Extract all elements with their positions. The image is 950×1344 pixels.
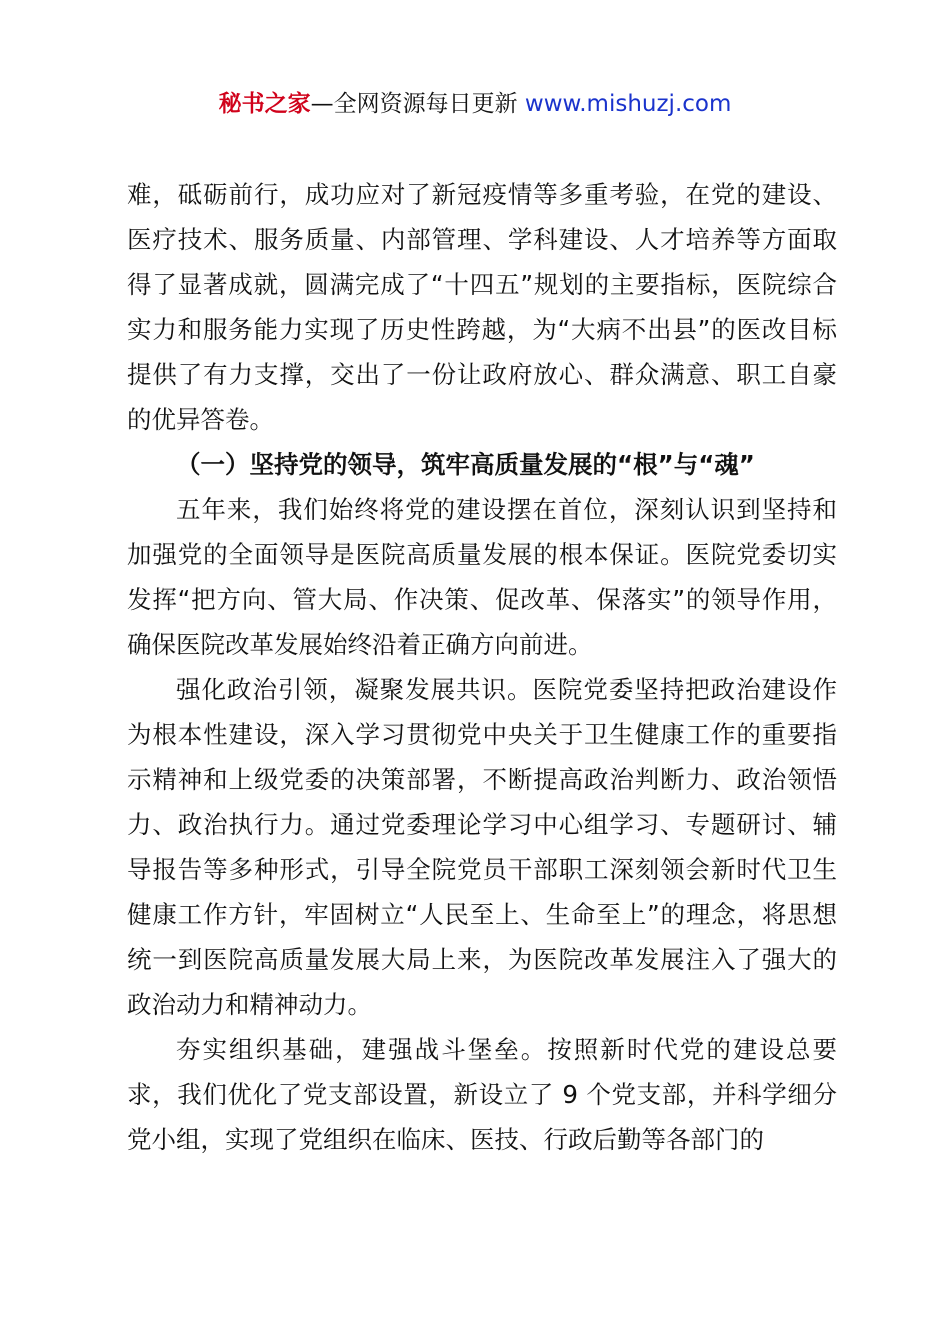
section-heading: （一）坚持党的领导，筑牢高质量发展的“根”与“魂” [176,450,755,479]
document-body [127,172,837,1162]
site-url[interactable]: www.mishuzj.com [524,91,732,117]
paragraph-2: 强化政治引领，凝聚发展共识。医院党委坚持把政治建设作为根本性建设，深入学习贯彻党中央关于卫生健康工作的重要指示精神和上级党委的决策部署，不断提高政治判断力、政治领悟力、政治执行力。通过党委理论学习中心组学习、专题研讨、辅导报告等多种形式，引导全院党员干部职工深刻领会新时代卫生健康工作方针，牢固树立“人民至上、生命至上”的理念，将思想统一到医院高质量发展大局上来，为医院改革发展注入了强大的政治动力和精神动力。 [127,675,837,1019]
site-tagline: —全网资源每日更新 [310,91,525,117]
site-brand: 秘书之家 [218,91,311,117]
paragraph-3: 夯实组织基础，建强战斗堡垒。按照新时代党的建设总要求，我们优化了党支部设置，新设立了 9 个党支部，并科学细分党小组，实现了党组织在临床、医技、行政后勤等各部门的 [127,1035,837,1154]
site-header [0,88,950,120]
paragraph-intro: 难，砥砺前行，成功应对了新冠疫情等多重考验，在党的建设、医疗技术、服务质量、内部管理、学科建设、人才培养等方面取得了显著成就，圆满完成了“十四五”规划的主要指标，医院综合实力和服务能力实现了历史性跨越，为“大病不出县”的医改目标提供了有力支撑，交出了一份让政府放心、群众满意、职工自豪的优异答卷。 [127,180,837,434]
paragraph-1: 五年来，我们始终将党的建设摆在首位，深刻认识到坚持和加强党的全面领导是医院高质量发展的根本保证。医院党委切实发挥“把方向、管大局、作决策、促改革、保落实”的领导作用，确保医院改革发展始终沿着正确方向前进。 [127,495,837,659]
